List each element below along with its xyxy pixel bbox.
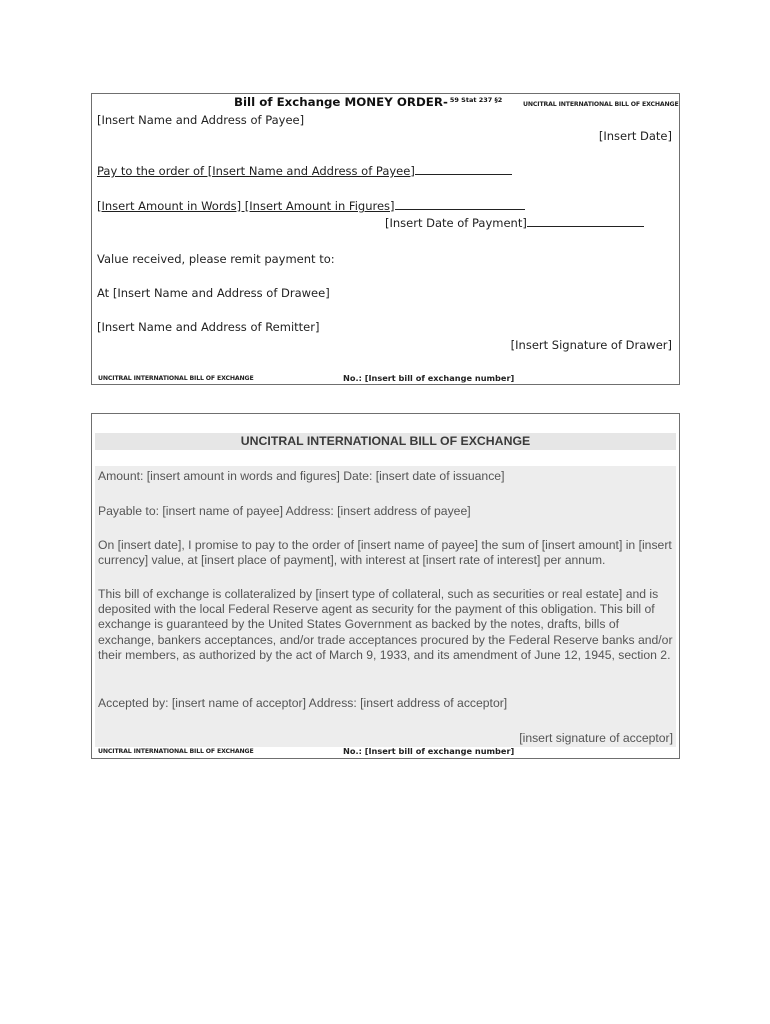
drawee-field[interactable]: At [Insert Name and Address of Drawee]: [97, 286, 330, 300]
money-order-title-row: [234, 95, 502, 109]
footer-left-label-2: UNCITRAL INTERNATIONAL BILL OF EXCHANGE: [98, 748, 254, 755]
payable-to-field[interactable]: Payable to: [insert name of payee] Address: [insert address of payee]: [98, 504, 471, 518]
amount-date-field[interactable]: Amount: [insert amount in words and figures] Date: [insert date of issuance]: [98, 469, 505, 483]
statute-reference: 59 Stat 237 §2: [449, 96, 503, 104]
bill-number-field-2[interactable]: No.: [Insert bill of exchange number]: [343, 746, 515, 756]
date-of-payment-field[interactable]: [Insert Date of Payment]: [385, 216, 527, 230]
date-field[interactable]: [Insert Date]: [598, 129, 672, 143]
value-received-text: Value received, please remit payment to:: [97, 252, 335, 266]
pay-to-field[interactable]: Pay to the order of [Insert Name and Address of Payee]: [97, 164, 415, 178]
date-of-payment-row: [385, 216, 644, 230]
remitter-field[interactable]: [Insert Name and Address of Remitter]: [97, 320, 320, 334]
payee-field[interactable]: [Insert Name and Address of Payee]: [97, 113, 305, 127]
amount-blank[interactable]: [395, 199, 525, 210]
amount-field[interactable]: [Insert Amount in Words] [Insert Amount in Figures]: [97, 199, 395, 213]
accepted-by-field[interactable]: Accepted by: [insert name of acceptor] Address: [insert address of acceptor]: [98, 696, 508, 710]
drawer-signature-field[interactable]: [Insert Signature of Drawer]: [510, 338, 672, 352]
footer-left-label: UNCITRAL INTERNATIONAL BILL OF EXCHANGE: [98, 375, 254, 382]
header-right-label: UNCITRAL INTERNATIONAL BILL OF EXCHANGE: [523, 101, 679, 108]
promise-paragraph: On [insert date], I promise to pay to the order of [insert name of payee] the sum of [insert amount] in [insert currency] value, at [insert place of payment], with interest at [insert rate of interest] per annum.: [98, 538, 672, 568]
collateral-paragraph: This bill of exchange is collateralized by [insert type of collateral, such as securities or real estate] and is deposited with the local Federal Reserve agent as security for the payment of this obligation. This bill of exchange is guaranteed by the United States Government as backed by the notes, drafts, bills of exchange, bankers acceptances, and/or trade acceptances procured by the Federal Reserve banks and/or their members, as authorized by the act of March 9, 1933, and its amendment of June 12, 1945, section 2.: [98, 587, 673, 662]
money-order-title: Bill of Exchange MONEY ORDER-: [234, 95, 448, 109]
date-of-payment-blank[interactable]: [527, 216, 644, 227]
uncitral-title: UNCITRAL INTERNATIONAL BILL OF EXCHANGE: [240, 434, 531, 448]
pay-to-row: [97, 164, 512, 178]
bill-number-field[interactable]: No.: [Insert bill of exchange number]: [343, 373, 515, 383]
amount-row: [97, 199, 525, 213]
acceptor-signature-field[interactable]: [insert signature of acceptor]: [519, 731, 673, 745]
pay-to-blank[interactable]: [415, 164, 512, 175]
